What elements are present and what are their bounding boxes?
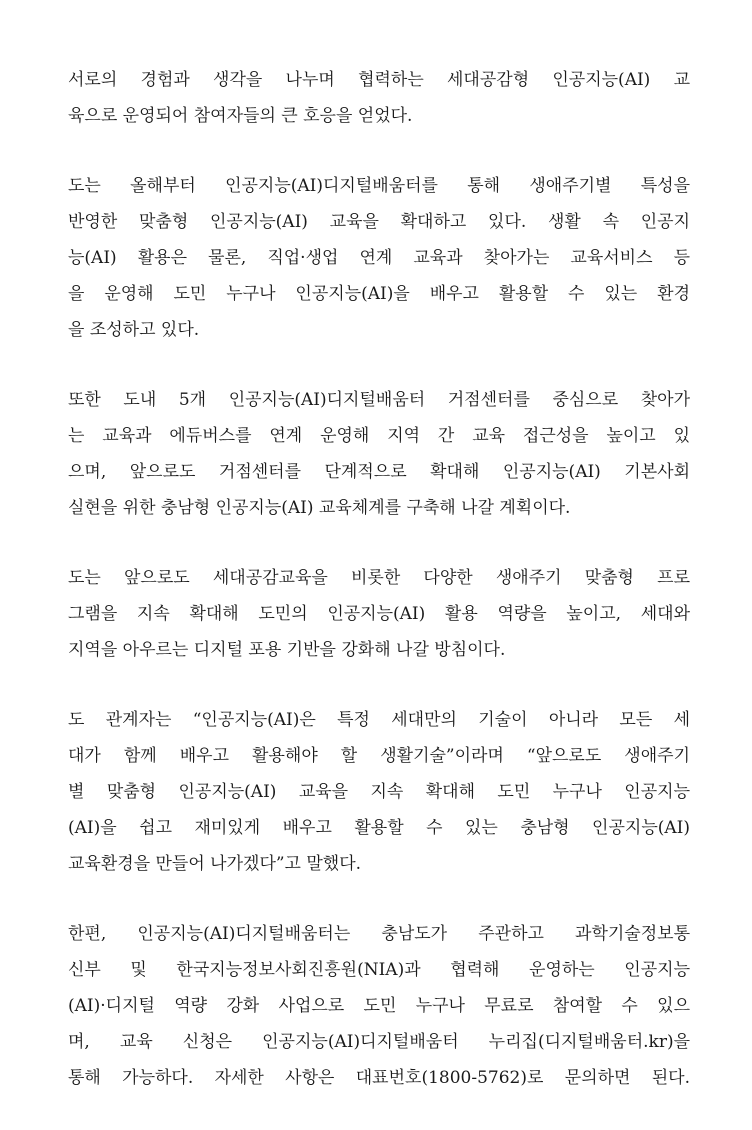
text-line: 지역을 아우르는 디지털 포용 기반을 강화해 나갈 방침이다. [68,640,506,660]
paragraph-3 [68,382,690,526]
text-line: 서로의 경험과 생각을 나누며 협력하는 세대공감형 인공지능(AI) 교 [68,70,690,90]
text-line: 반영한 맞춤형 인공지능(AI) 교육을 확대하고 있다. 생활 속 인공지 [68,212,690,232]
paragraph-6 [68,916,690,1096]
text-line: (AI)·디지털 역량 강화 사업으로 도민 누구나 무료로 참여할 수 있으 [68,996,690,1016]
paragraph-2 [68,168,690,348]
text-line: 교육환경을 만들어 나가겠다”고 말했다. [68,854,362,874]
text-line: 도 관계자는 “인공지능(AI)은 특정 세대만의 기술이 아니라 모든 세 [68,710,690,730]
article-body [68,62,690,1130]
text-line: 실현을 위한 충남형 인공지능(AI) 교육체계를 구축해 나갈 계획이다. [68,498,571,518]
text-line: 능(AI) 활용은 물론, 직업·생업 연계 교육과 찾아가는 교육서비스 등 [68,248,690,268]
text-line: 을 조성하고 있다. [68,320,200,340]
text-line: 별 맞춤형 인공지능(AI) 교육을 지속 확대해 도민 누구나 인공지능 [68,782,690,802]
paragraph-4 [68,560,690,668]
text-line: 통해 가능하다. 자세한 사항은 대표번호(1800-5762)로 문의하면 된다. [68,1068,690,1088]
text-line: 며, 교육 신청은 인공지능(AI)디지털배움터 누리집(디지털배움터.kr)을 [68,1032,690,1052]
text-line: 그램을 지속 확대해 도민의 인공지능(AI) 활용 역량을 높이고, 세대와 [68,604,690,624]
paragraph-5 [68,702,690,882]
text-line: 으며, 앞으로도 거점센터를 단계적으로 확대해 인공지능(AI) 기본사회 [68,462,690,482]
text-line: 도는 앞으로도 세대공감교육을 비롯한 다양한 생애주기 맞춤형 프로 [68,568,690,588]
text-line: 을 운영해 도민 누구나 인공지능(AI)을 배우고 활용할 수 있는 환경 [68,284,690,304]
text-line: 도는 올해부터 인공지능(AI)디지털배움터를 통해 생애주기별 특성을 [68,176,690,196]
text-line: 대가 함께 배우고 활용해야 할 생활기술”이라며 “앞으로도 생애주기 [68,746,690,766]
text-line: 또한 도내 5개 인공지능(AI)디지털배움터 거점센터를 중심으로 찾아가 [68,390,690,410]
text-line: (AI)을 쉽고 재미있게 배우고 활용할 수 있는 충남형 인공지능(AI) [68,818,690,838]
text-line: 신부 및 한국지능정보사회진흥원(NIA)과 협력해 운영하는 인공지능 [68,960,690,980]
text-line: 는 교육과 에듀버스를 연계 운영해 지역 간 교육 접근성을 높이고 있 [68,426,690,446]
text-line: 한편, 인공지능(AI)디지털배움터는 충남도가 주관하고 과학기술정보통 [68,924,690,944]
paragraph-1 [68,62,690,134]
text-line: 육으로 운영되어 참여자들의 큰 호응을 얻었다. [68,106,413,126]
